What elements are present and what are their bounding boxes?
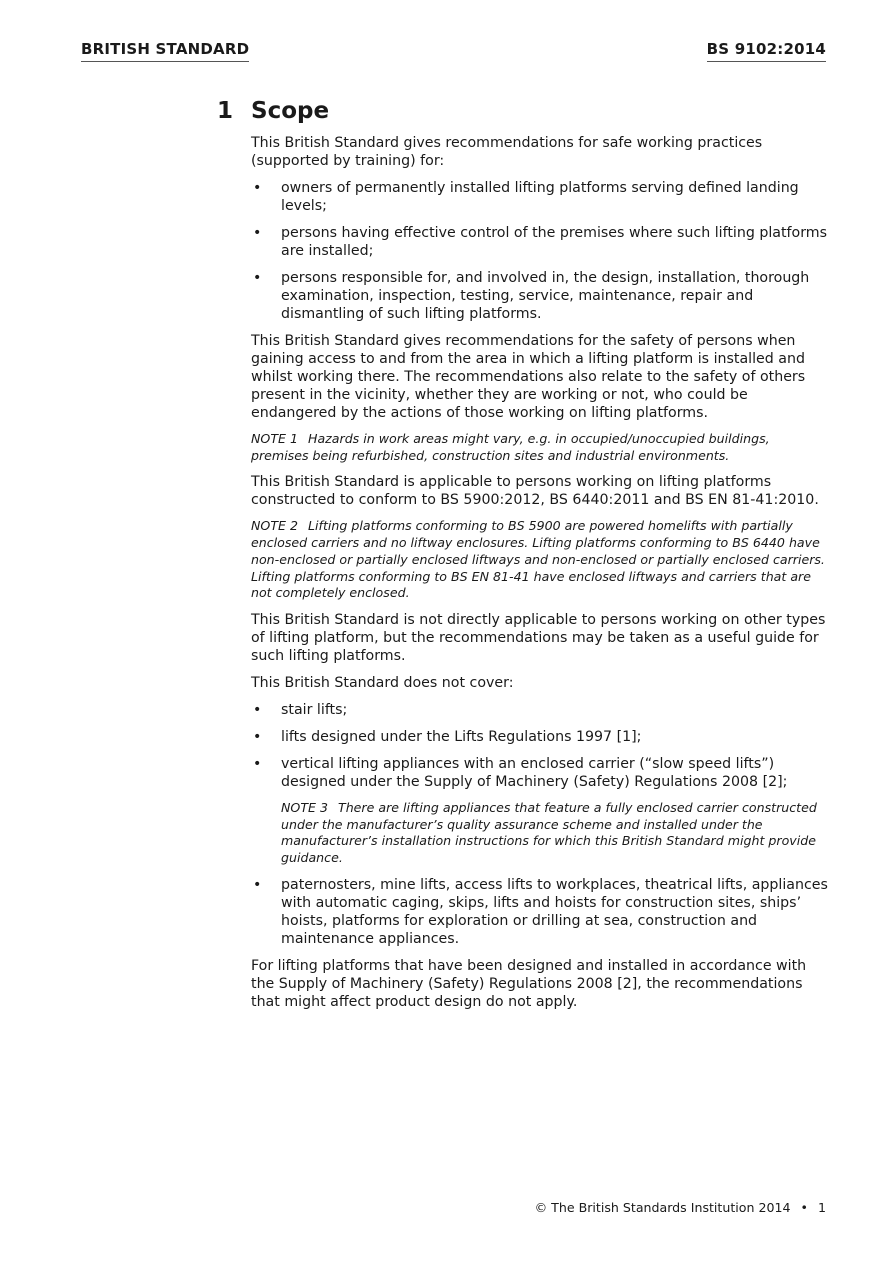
bullet-icon: • bbox=[253, 728, 262, 745]
bullet-icon: • bbox=[253, 225, 262, 241]
other-types-paragraph: This British Standard is not directly applicable to persons working on other types of lifting platform, but the recommendations may be taken as a useful guide for such lifting platforms. bbox=[251, 611, 826, 664]
running-header-left: BRITISH STANDARD bbox=[81, 40, 249, 62]
list-item bbox=[251, 876, 831, 948]
list-item bbox=[251, 179, 831, 215]
exclusions-list bbox=[251, 701, 831, 948]
list-item bbox=[251, 728, 831, 746]
section-body bbox=[251, 134, 831, 1020]
exclusions-intro: This British Standard does not cover: bbox=[251, 674, 514, 691]
bullet-icon: • bbox=[253, 180, 262, 196]
list-item bbox=[251, 701, 831, 719]
applicability-paragraph: This British Standard is applicable to persons working on lifting platforms constructed to conform to BS 5900:2012, BS 6440:2011 and BS EN 81-41:2010. bbox=[251, 474, 819, 509]
list-item bbox=[251, 224, 831, 260]
machinery-regulations-paragraph: For lifting platforms that have been designed and installed in accordance with the Supply of Machinery (Safety) Regulations 2008 [2], the recommendations that might affect product design do not apply. bbox=[251, 957, 807, 1010]
section-number: 1 bbox=[217, 98, 234, 124]
copyright-text: © The British Standards Institution 2014 bbox=[534, 1200, 791, 1215]
note-2 bbox=[251, 518, 831, 602]
running-header-right: BS 9102:2014 bbox=[707, 40, 826, 62]
safety-paragraph: This British Standard gives recommendations for the safety of persons when gaining access to and from the area in which a lifting platform is installed and whilst working there. The recommendations also relate to the safety of others present in the vicinity, whether they are working or not, who could be endangered by the actions of those working on lifting platforms. bbox=[251, 333, 806, 421]
section-title: Scope bbox=[251, 98, 330, 124]
footer-separator-icon: • bbox=[800, 1200, 808, 1215]
bullet-icon: • bbox=[253, 701, 262, 718]
list-item bbox=[251, 269, 831, 323]
note-text: Lifting platforms conforming to BS 5900 are powered homelifts with partially enclosed carriers and no liftway enclosures. Lifting platforms conforming to BS 6440 have non-enclosed or partially enclosed liftways and non-enclosed or partially enclosed carriers. Lifting platforms conforming to BS EN 81-41 have enclosed liftways and carriers that are not completely enclosed. bbox=[251, 518, 825, 601]
list-item-text: persons having effective control of the premises where such lifting platforms are installed; bbox=[281, 225, 828, 259]
note-3 bbox=[281, 800, 831, 867]
bullet-icon: • bbox=[253, 755, 262, 772]
note-1 bbox=[251, 431, 831, 464]
section-heading bbox=[217, 98, 329, 124]
page-footer bbox=[535, 1200, 826, 1215]
list-item-text: vertical lifting appliances with an enclosed carrier (“slow speed lifts”) designed under the Supply of Machinery (Safety) Regulations 2008 [2]; bbox=[281, 755, 788, 790]
scope-applicability-list bbox=[251, 179, 831, 323]
note-label: NOTE 3 bbox=[281, 799, 328, 815]
note-text: There are lifting appliances that feature a fully enclosed carrier constructed under the manufacturer’s quality assurance scheme and installed under the manufacturer’s installation instructions for which this British Standard might provide guidance. bbox=[281, 799, 817, 866]
page-number: 1 bbox=[817, 1200, 826, 1215]
intro-paragraph: This British Standard gives recommendations for safe working practices (supported by training) for: bbox=[251, 135, 763, 169]
list-item-text: lifts designed under the Lifts Regulations 1997 [1]; bbox=[281, 728, 642, 745]
list-item-text: owners of permanently installed lifting platforms serving defined landing levels; bbox=[281, 180, 799, 214]
bullet-icon: • bbox=[253, 270, 262, 286]
list-item-text: stair lifts; bbox=[281, 701, 348, 718]
note-label: NOTE 1 bbox=[251, 431, 298, 446]
list-item-text: persons responsible for, and involved in, the design, installation, thorough examination, inspection, testing, service, maintenance, repair and dismantling of such lifting platforms. bbox=[281, 270, 810, 322]
bullet-icon: • bbox=[253, 876, 262, 893]
list-item bbox=[251, 755, 831, 867]
note-label: NOTE 2 bbox=[251, 518, 298, 534]
list-item-text: paternosters, mine lifts, access lifts to workplaces, theatrical lifts, appliances with automatic caging, skips, lifts and hoists for construction sites, ships’ hoists, platforms for exploration or drilling at sea, construction and maintenance appliances. bbox=[281, 876, 828, 947]
note-text: Hazards in work areas might vary, e.g. in occupied/unoccupied buildings, premises being refurbished, construction sites and industrial environments. bbox=[251, 431, 770, 463]
